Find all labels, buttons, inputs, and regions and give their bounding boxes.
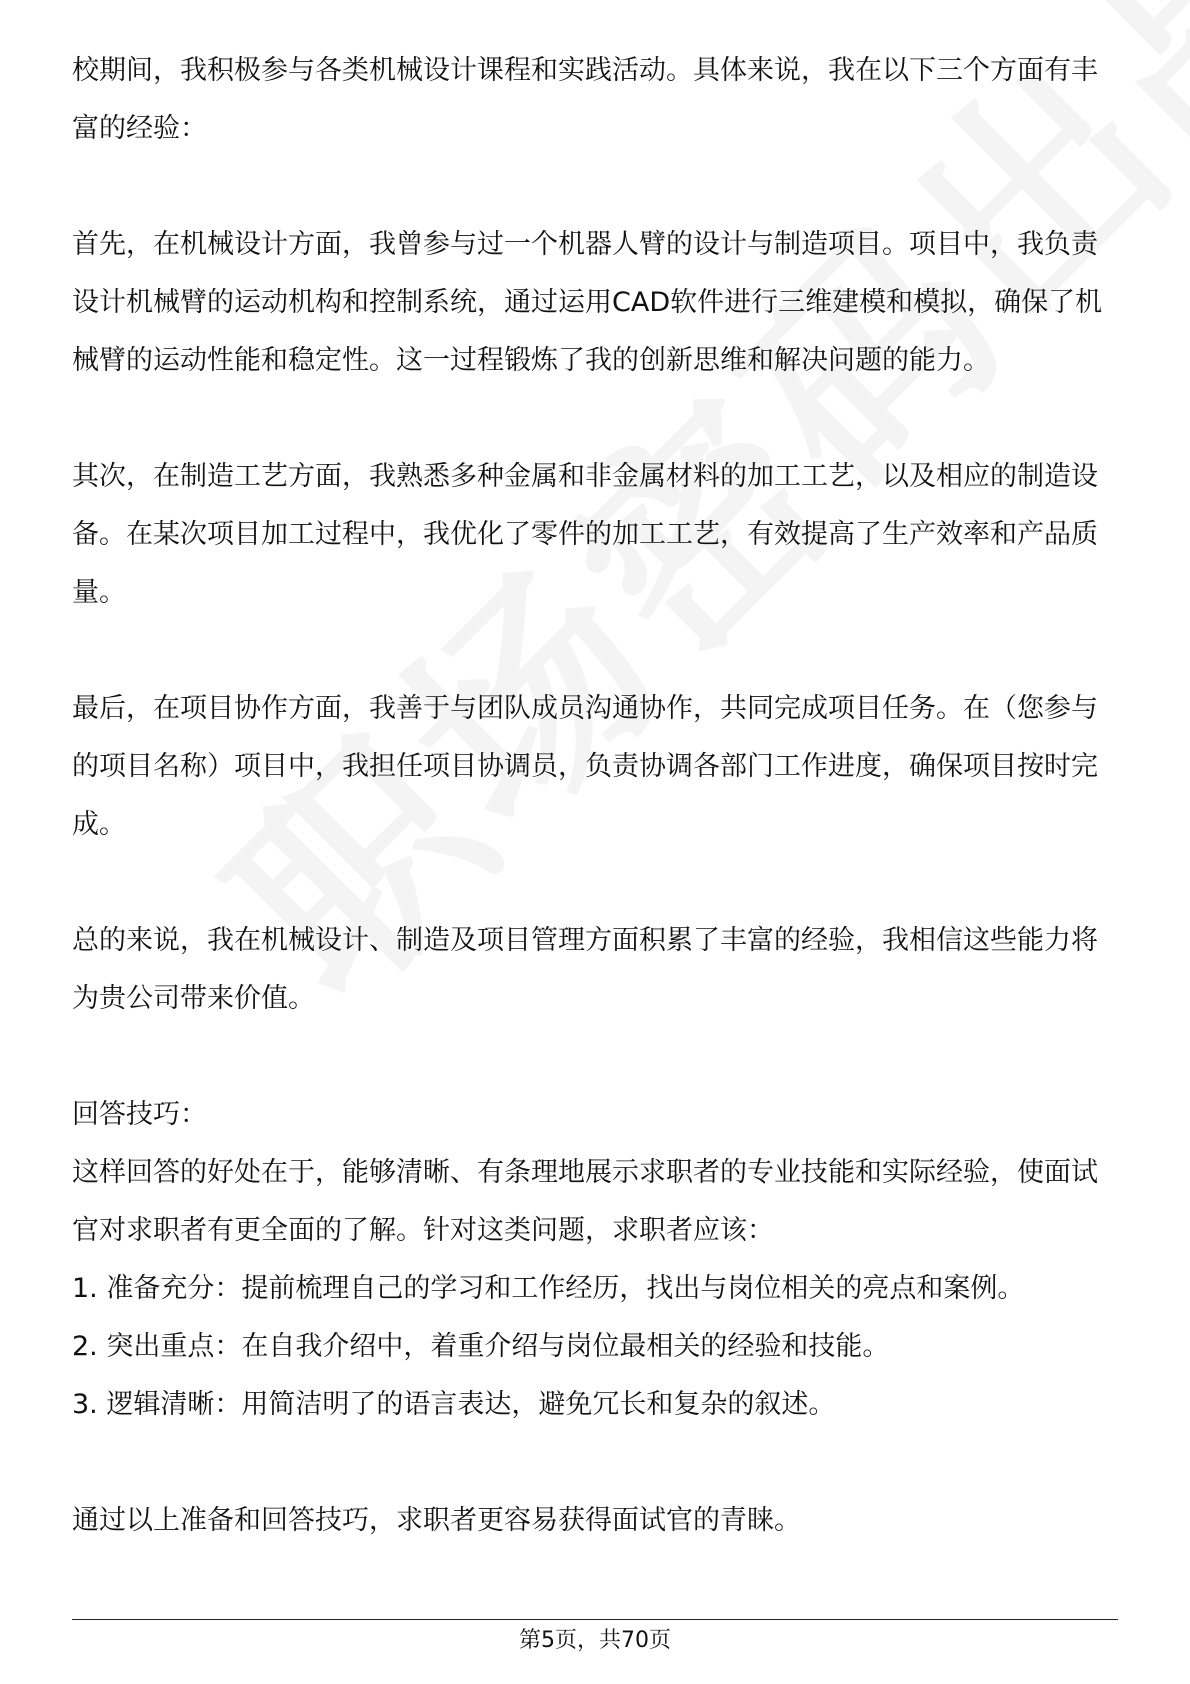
paragraph-second: 其次，在制造工艺方面，我熟悉多种金属和非金属材料的加工工艺，以及相应的制造设备。在某次项目加工过程中，我优化了零件的加工工艺，有效提高了生产效率和产品质量。	[72, 461, 1098, 608]
paragraph-spacer	[72, 390, 1122, 448]
page-number: 第5页，共70页	[519, 1628, 671, 1653]
paragraph-spacer	[72, 1028, 1122, 1086]
tips-heading: 回答技巧：	[72, 1099, 207, 1130]
tips-closing: 通过以上准备和回答技巧，求职者更容易获得面试官的青睐。	[72, 1505, 801, 1536]
footer-divider	[72, 1619, 1118, 1620]
paragraph-spacer	[72, 622, 1122, 680]
tips-body: 这样回答的好处在于，能够清晰、有条理地展示求职者的专业技能和实际经验，使面试官对求职者有更全面的了解。针对这类问题，求职者应该：	[72, 1157, 1098, 1246]
paragraph-spacer	[72, 158, 1122, 216]
tips-item: 1. 准备充分：提前梳理自己的学习和工作经历，找出与岗位相关的亮点和案例。	[72, 1273, 1025, 1304]
tips-item: 2. 突出重点：在自我介绍中，着重介绍与岗位最相关的经验和技能。	[72, 1331, 890, 1362]
paragraph-spacer	[72, 854, 1122, 912]
paragraph-summary: 总的来说，我在机械设计、制造及项目管理方面积累了丰富的经验，我相信这些能力将为贵公司带来价值。	[72, 925, 1098, 1014]
paragraph-spacer	[72, 1434, 1122, 1492]
paragraph-first: 首先，在机械设计方面，我曾参与过一个机器人臂的设计与制造项目。项目中，我负责设计机械臂的运动机构和控制系统，通过运用CAD软件进行三维建模和模拟，确保了机械臂的运动性能和稳定性。这一过程锻炼了我的创新思维和解决问题的能力。	[72, 229, 1103, 376]
page-content	[72, 42, 1122, 1550]
tips-item: 3. 逻辑清晰：用简洁明了的语言表达，避免冗长和复杂的叙述。	[72, 1389, 836, 1420]
paragraph-last: 最后，在项目协作方面，我善于与团队成员沟通协作，共同完成项目任务。在（您参与的项目名称）项目中，我担任项目协调员，负责协调各部门工作进度，确保项目按时完成。	[72, 693, 1098, 840]
paragraph-intro: 校期间，我积极参与各类机械设计课程和实践活动。具体来说，我在以下三个方面有丰富的经验：	[72, 55, 1098, 144]
